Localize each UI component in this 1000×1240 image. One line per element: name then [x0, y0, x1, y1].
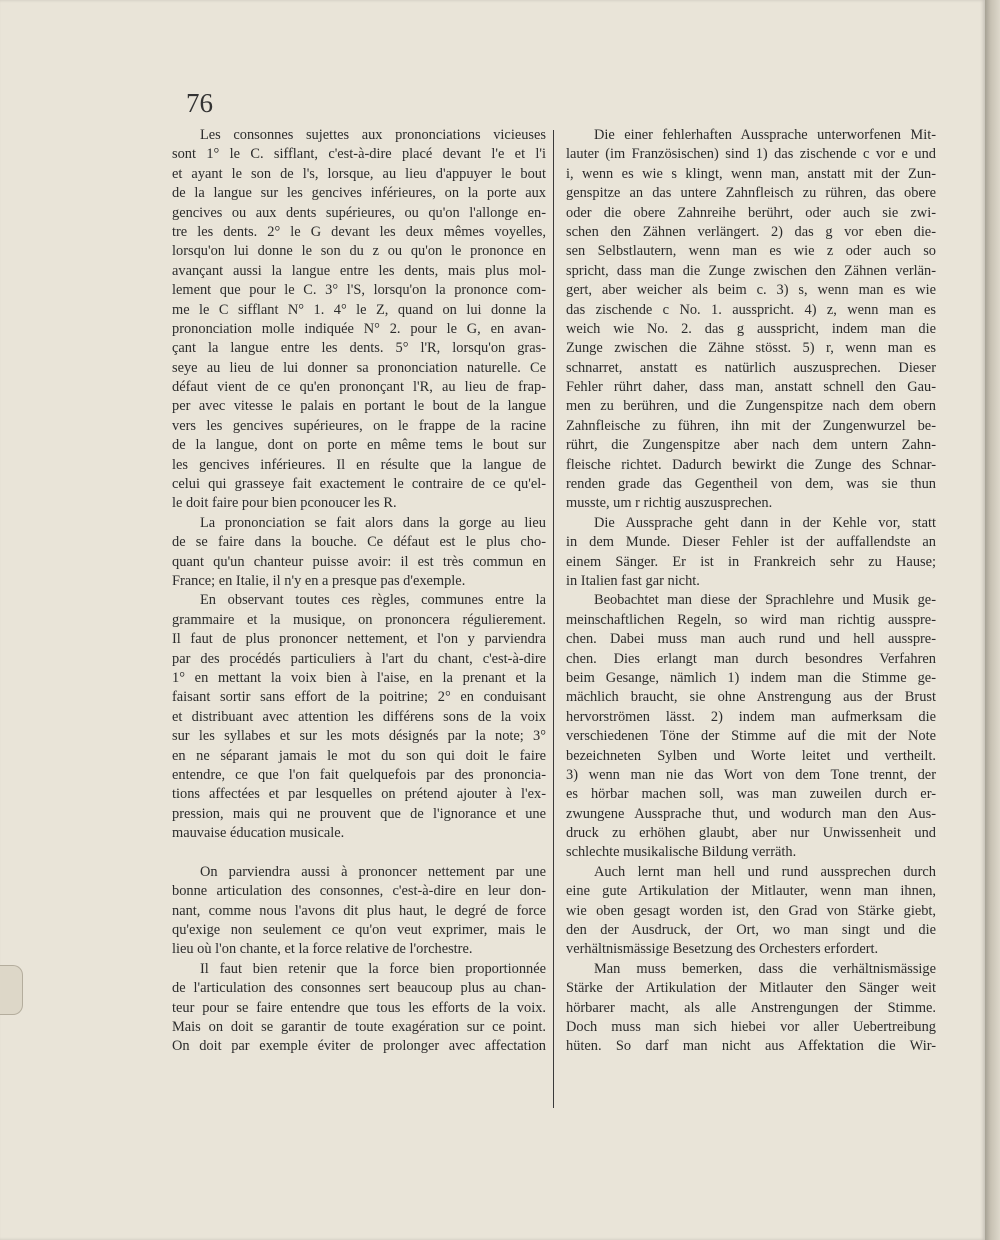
french-text-line: en ne séparant jamais le mot du son qui doit le faire — [172, 747, 546, 764]
french-text-line: quant qu'un chanteur puisse avoir: il est très commun en — [172, 553, 546, 570]
german-text-line: einem Sänger. Er ist in Frankreich sehr zu Hause; — [566, 553, 936, 570]
french-text-line: On parviendra aussi à prononcer nettement par une — [200, 863, 546, 880]
german-text-line: lauter (im Französischen) sind 1) das zischende c vor e und — [566, 146, 936, 163]
french-text-line: teur pour se faire entendre que tous les efforts de la voix. — [172, 999, 546, 1016]
french-text-line: et distribuant avec attention les différens sons de la voix — [172, 708, 546, 725]
german-text-line: gert, aber weicher als beim c. 3) s, wenn man es wie — [566, 282, 936, 299]
french-text-line: çant la langue entre les dents. 5° l'R, lorsqu'on gras- — [172, 340, 546, 357]
german-text-line: i, wenn es wie s klingt, wenn man, anstatt mit der Zun- — [566, 165, 936, 182]
german-text-line: schnarret, anstatt es natürlich auszusprechen. Dieser — [566, 359, 936, 376]
german-text-line: meinschaftlichen Regeln, so wird man richtig ausspre- — [566, 611, 936, 628]
french-text-line: les gencives inférieures. Il en résulte que la langue de — [172, 456, 546, 473]
german-text-line: mächlich braucht, sie ohne Anstrengung aus der Brust — [566, 689, 936, 706]
french-text-line: tions affectées et par lesquelles on prétend ajouter à l'ex- — [172, 786, 546, 803]
french-text-line: de l'articulation des consonnes sert beaucoup plus au chan- — [172, 980, 546, 997]
french-text-line: prononciation molle indiquée N° 2. pour le G, en avan- — [172, 320, 546, 337]
german-text-line: Die einer fehlerhaften Aussprache unterworfenen Mit- — [594, 127, 936, 143]
french-text-line: pression, mais qui ne prouvent que de l'ignorance et une — [172, 805, 546, 822]
french-text-line: sur les syllabes et sur les mots désignés par la note; 3° — [172, 728, 546, 745]
german-text-line: Beobachtet man diese der Sprachlehre und Musik ge- — [594, 592, 936, 609]
french-text-line: Les consonnes sujettes aux prononciations vicieuses — [200, 127, 546, 143]
french-text-line: faisant sortir sans effort de la poitrine; 2° en conduisant — [172, 689, 546, 706]
french-text-line: vers les gencives supérieures, on le frappe de la racine — [172, 417, 546, 434]
french-text-line: lement que pour le C. 3° l'S, lorsqu'on la prononce com- — [172, 282, 546, 299]
german-text-line: Die Aussprache geht dann in der Kehle vor, statt — [594, 514, 936, 531]
french-text-line: de se faire dans la bouche. Ce défaut est le plus cho- — [172, 534, 546, 551]
german-text-line: Zunge zwischen die Zähne stösst. 5) r, wenn man es — [566, 340, 936, 357]
german-text-line: men zu berühren, und die Zungenspitze nach dem obern — [566, 398, 936, 415]
german-text-line: spricht, dass man die Zunge zwischen den Zähnen verlän- — [566, 262, 936, 279]
page-edge — [985, 0, 1000, 1240]
french-text-line: celui qui grasseye fait exactement le contraire de ce qu'el- — [172, 476, 546, 493]
french-text-line: En observant toutes ces règles, communes entre la — [200, 592, 546, 609]
french-text-line: France; en Italie, il n'y en a presque pas d'exemple. — [172, 572, 466, 589]
german-text-line: in dem Munde. Dieser Fehler ist der auffallendste an — [566, 534, 936, 551]
column-divider — [553, 130, 554, 1108]
french-text-line: Il faut de plus prononcer nettement, et l'on y parviendra — [172, 631, 546, 648]
french-text-line: tre les dents. 2° le G devant les deux mêmes voyelles, — [172, 223, 546, 240]
german-text-line: verschiedenen Töne der Stimme auf die mit der Note — [566, 728, 936, 745]
german-text-line: rührt, die Zungenspitze aber nach dem untern Zahn- — [566, 437, 936, 454]
french-text-line: bonne articulation des consonnes, c'est-à-dire en leur don- — [172, 883, 546, 900]
german-text-line: oder die obere Zahnreihe berührt, oder auch sie zwi- — [566, 204, 936, 221]
german-text-column — [566, 126, 936, 1057]
german-text-line: fleische richtet. Dadurch bewirkt die Zunge des Schnar- — [566, 456, 936, 473]
french-text-line: sont 1° le C. sifflant, c'est-à-dire placé devant l'e et l'i — [172, 146, 546, 163]
french-text-line: avançant aussi la langue entre les dents, mais plus mol- — [172, 262, 546, 279]
german-text-line: das zischende c No. 1. ausspricht. 4) z, wenn man es — [566, 301, 936, 318]
german-text-line: Man muss bemerken, dass die verhältnismässige — [594, 960, 936, 977]
french-text-line: Mais on doit se garantir de toute exagération sur ce point. — [172, 1018, 546, 1035]
german-text-line: in Italien fast gar nicht. — [566, 572, 700, 589]
french-text-line: 1° en mettant la voix bien à l'aise, en la prenant et la — [172, 669, 546, 686]
french-text-line: me le C sifflant N° 1. 4° le Z, quand on lui donne la — [172, 301, 546, 318]
french-text-line: entendre, ce que l'on fait quelquefois par des prononcia- — [172, 766, 546, 783]
german-text-line: zwungene Aussprache thut, und wodurch man den Aus- — [566, 805, 936, 822]
german-text-line: schlechte musikalische Bildung verräth. — [566, 844, 797, 861]
german-text-line: Auch lernt man hell und rund aussprechen durch — [594, 863, 936, 880]
page-number: 76 — [186, 88, 213, 118]
german-text-line: Stärke der Artikulation der Mitlauter den Sänger weit — [566, 980, 936, 997]
french-text-line: nant, comme nous l'avons dit plus haut, le degré de force — [172, 902, 546, 919]
german-text-line: renden grade das Gegentheil von dem, was sie thun — [566, 476, 936, 493]
french-text-line: per avec vitesse le palais en portant le bout de la langue — [172, 398, 546, 415]
french-text-line: de la langue, dont on porte en même tems le bout sur — [172, 437, 546, 454]
german-text-line: druck zu erhöhen glaubt, aber nur Unwissenheit und — [566, 825, 936, 842]
french-text-line: grammaire et la musique, on prononcera régulierement. — [172, 611, 546, 628]
french-text-line: Il faut bien retenir que la force bien proportionnée — [200, 960, 546, 977]
french-text-line: seye au lieu de lui donner sa prononciation naturelle. Ce — [172, 359, 546, 376]
french-text-line: On doit par exemple éviter de prolonger avec affectation — [172, 1038, 546, 1055]
german-text-line: hervorströmen lässt. 2) indem man aufmerksam die — [566, 708, 936, 725]
german-text-line: schen den Zähnen verlängert. 2) das g vor eben die- — [566, 223, 936, 240]
binding-tab — [0, 965, 23, 1015]
french-text-line: La prononciation se fait alors dans la gorge au lieu — [200, 514, 546, 531]
german-text-line: genspitze an das untere Zahnfleisch zu rühren, das obere — [566, 185, 936, 202]
german-text-line: musste, um r richtig auszusprechen. — [566, 495, 773, 512]
german-text-line: sen Selbstlautern, wenn man es wie z oder auch so — [566, 243, 936, 260]
german-text-line: Zahnfleische zu führen, ihn mit der Zungenwurzel be- — [566, 417, 936, 434]
german-text-line: hörbarer macht, als alle Anstrengungen der Stimme. — [566, 999, 936, 1016]
german-text-line: wie oben gesagt worden ist, den Grad von Stärke giebt, — [566, 902, 936, 919]
french-text-line: le doit faire pour bien pconoucer les R. — [172, 495, 397, 512]
french-text-line: lieu où l'on chante, et la force relative de l'orchestre. — [172, 941, 473, 958]
german-text-line: 3) wenn man nie das Wort von dem Tone trennt, der — [566, 766, 936, 783]
french-text-line: et ayant le son de l's, lorsque, au lieu d'appuyer le bout — [172, 165, 546, 182]
french-text-line: par des procédés particuliers à l'art du chant, c'est-à-dire — [172, 650, 546, 667]
french-text-column — [172, 126, 546, 1057]
german-text-line: es hörbar machen soll, was man zuweilen durch er- — [566, 786, 936, 803]
german-text-line: weich wie No. 2. das g ausspricht, indem man die — [566, 320, 936, 337]
german-text-line: chen. Dies erlangt man durch besondres Verfahren — [566, 650, 936, 667]
french-text-line: lorsqu'on lui donne le son du z ou qu'on le prononce en — [172, 243, 546, 260]
german-text-line: eine gute Artikulation der Mitlauter, wenn man ihnen, — [566, 883, 936, 900]
german-text-line: den der Ausdruck, der Ort, wo man singt und die — [566, 922, 936, 939]
german-text-line: bezeichneten Sylben und Worte leitet und vertheilt. — [566, 747, 936, 764]
french-text-line: gencives ou aux dents supérieures, ou qu'on l'allonge en- — [172, 204, 546, 221]
french-text-line: mauvaise éducation musicale. — [172, 825, 345, 842]
french-text-line: défaut vient de ce qu'en prononçant l'R, au lieu de frap- — [172, 379, 546, 396]
french-text-line: qu'exige non seulement ce qu'on veut exprimer, mais le — [172, 922, 546, 939]
german-text-line: Doch muss man sich hiebei vor aller Uebertreibung — [566, 1018, 936, 1035]
german-text-line: beim Gesange, nämlich 1) indem man die Stimme ge- — [566, 669, 936, 686]
german-text-line: hüten. So darf man nicht aus Affektation die Wir- — [566, 1038, 936, 1055]
german-text-line: chen. Dabei muss man auch rund und hell ausspre- — [566, 631, 936, 648]
french-text-line: de la langue sur les gencives inférieures, on la porte aux — [172, 185, 546, 202]
german-text-line: verhältnismässige Besetzung des Orchesters erfordert. — [566, 941, 879, 958]
german-text-line: Fehler rührt daher, dass man, anstatt schnell den Gau- — [566, 379, 936, 396]
